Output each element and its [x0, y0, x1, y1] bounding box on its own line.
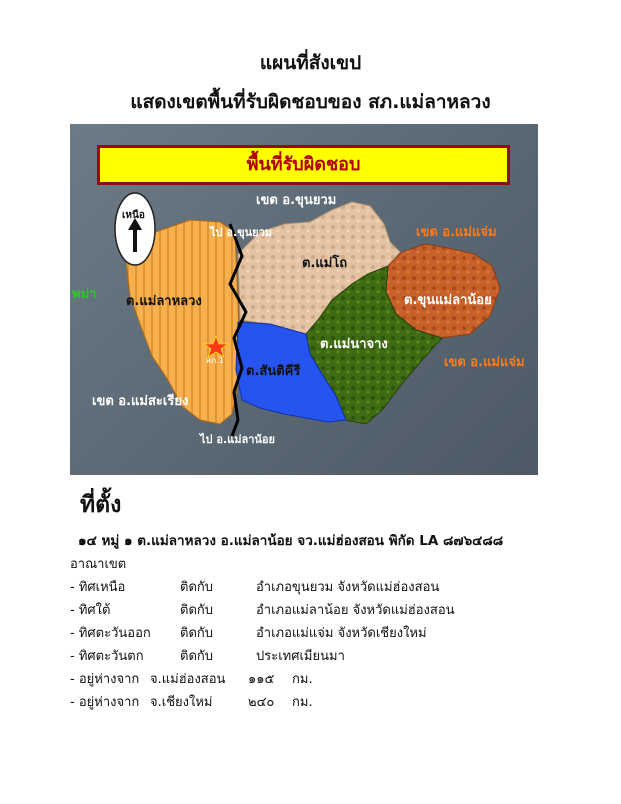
row-label: - ทิศใต้	[70, 603, 111, 618]
label-khun-yuam-border: เขต อ.ขุนยวม	[256, 193, 337, 208]
map-banner: พื้นที่รับผิดชอบ	[97, 145, 510, 185]
row-relation: จ.เชียงใหม่	[150, 695, 213, 710]
label-mae-chaem-bottom: เขต อ.แม่แจ่ม	[444, 355, 525, 370]
location-heading: ที่ตั้ง	[80, 492, 122, 518]
row-value: อำเภอขุนยวม จังหวัดแม่ฮ่องสอน	[256, 580, 440, 595]
north-label: เหนือ	[122, 210, 145, 221]
label-mae-to: ต.แม่โถ	[302, 256, 348, 271]
row-label: - อยู่ห่างจาก	[70, 695, 140, 710]
label-mae-na-chang: ต.แม่นาจาง	[320, 337, 388, 352]
row-unit: กม.	[292, 672, 313, 687]
address-text: ๑๔ หมู่ ๑ ต.แม่ลาหลวง อ.แม่ลาน้อย จว.แม่ฮ่องสอน พิกัด LA ๘๗๖๔๘๘	[78, 533, 504, 549]
row-value: ประเทศเมียนมา	[256, 649, 345, 664]
label-mae-chaem-top: เขต อ.แม่แจ่ม	[416, 225, 497, 240]
map-image	[70, 124, 538, 475]
row-value: ๒๔๐	[248, 695, 275, 710]
row-relation: ติดกับ	[180, 649, 214, 664]
row-label: - ทิศเหนือ	[70, 580, 126, 595]
row-relation: ติดกับ	[180, 580, 214, 595]
row-value: ๑๑๕	[248, 672, 275, 687]
row-unit: กม.	[292, 695, 313, 710]
label-to-khun-yuam: ไป อ.ขุนยวม	[210, 226, 273, 239]
page-title: แผนที่สังเขป	[259, 52, 362, 74]
label-mae-la-luang: ต.แม่ลาหลวง	[126, 294, 202, 309]
label-myanmar: พม่า	[72, 287, 97, 302]
row-value: อำเภอแม่ลาน้อย จังหวัดแม่ฮ่องสอน	[256, 603, 455, 618]
label-to-mae-la-noi: ไป อ.แม่ลาน้อย	[200, 433, 275, 446]
page-subtitle: แสดงเขตพื้นที่รับผิดชอบของ สภ.แม่ลาหลวง	[130, 91, 491, 113]
row-label: - ทิศตะวันออก	[70, 626, 151, 641]
row-relation: จ.แม่ฮ่องสอน	[150, 672, 226, 687]
label-khun-mae-la-noi: ต.ขุนแม่ลาน้อย	[404, 293, 492, 308]
label-station-mark: สภ.1	[206, 356, 224, 365]
row-relation: ติดกับ	[180, 603, 214, 618]
row-value: อำเภอแม่แจ่ม จังหวัดเชียงใหม่	[256, 626, 427, 641]
row-label: - อยู่ห่างจาก	[70, 672, 140, 687]
label-santi-khiri: ต.สันติคีรี	[246, 364, 301, 379]
row-relation: ติดกับ	[180, 626, 214, 641]
row-label: - ทิศตะวันตก	[70, 649, 144, 664]
area-heading: อาณาเขต	[70, 557, 127, 572]
label-mae-sariang-border: เขต อ.แม่สะเรียง	[92, 394, 189, 409]
